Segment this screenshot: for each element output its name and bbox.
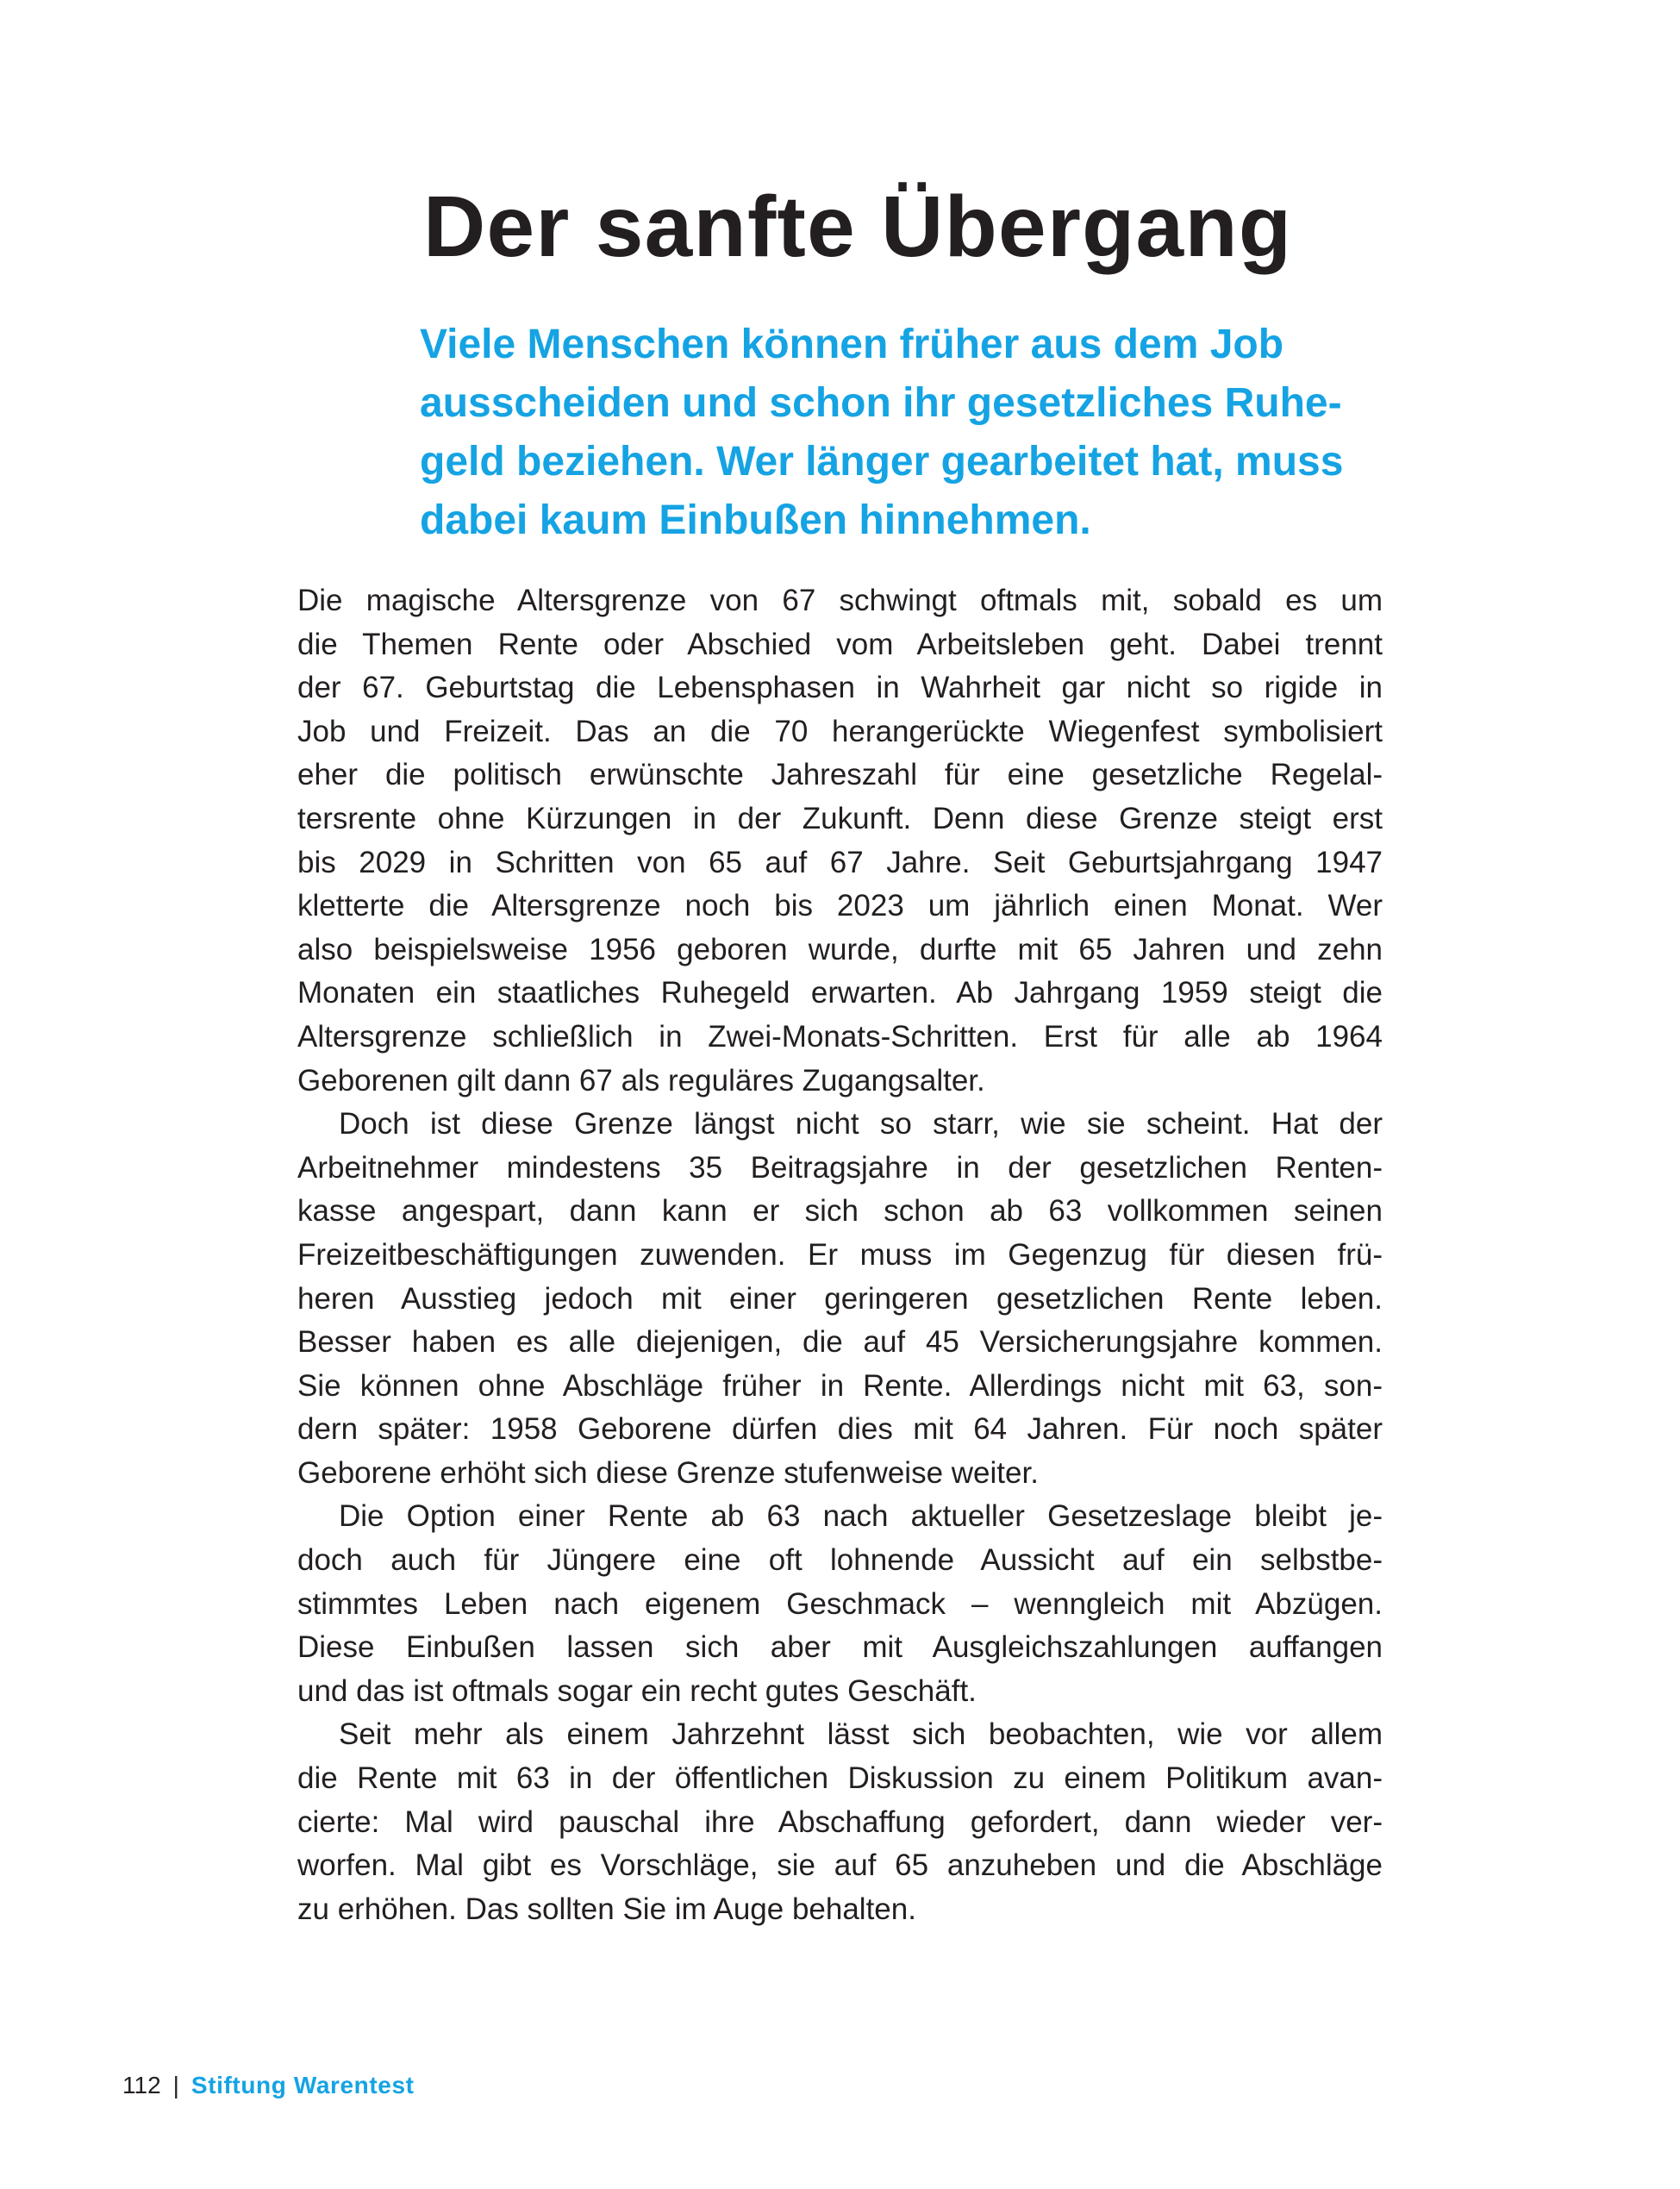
text-line: und das ist oftmals sogar ein recht gutes Geschäft.	[297, 1673, 977, 1708]
text-line: heren Ausstieg jedoch mit einer geringeren gesetzlichen Rente leben.	[297, 1281, 1383, 1316]
body-paragraph-2	[297, 1103, 1383, 1495]
body-paragraph-3	[297, 1495, 1383, 1713]
lead-paragraph	[420, 316, 1402, 550]
text-line: Geborenen gilt dann 67 als reguläres Zugangsalter.	[297, 1063, 985, 1098]
lead-line: ausscheiden und schon ihr gesetzliches Ruhe-	[420, 380, 1342, 426]
page-number: 112	[122, 2072, 161, 2098]
text-line: Geborene erhöht sich diese Grenze stufenweise weiter.	[297, 1455, 1039, 1490]
lead-line: dabei kaum Einbußen hinnehmen.	[420, 497, 1091, 543]
text-line: Monaten ein staatliches Ruhegeld erwarten. Ab Jahrgang 1959 steigt die	[297, 976, 1383, 1010]
text-line: die Rente mit 63 in der öffentlichen Diskussion zu einem Politikum avan-	[297, 1761, 1383, 1796]
chapter-title: Der sanfte Übergang	[423, 178, 1293, 275]
text-line: also beispielsweise 1956 geboren wurde, durfte mit 65 Jahren und zehn	[297, 932, 1383, 966]
text-line: Die magische Altersgrenze von 67 schwingt oftmals mit, sobald es um	[297, 584, 1383, 617]
text-line: stimmtes Leben nach eigenem Geschmack – wenngleich mit Abzügen.	[297, 1586, 1383, 1621]
text-line: Doch ist diese Grenze längst nicht so starr, wie sie scheint. Hat der	[339, 1107, 1383, 1141]
text-line: Sie können ohne Abschläge früher in Rente. Allerdings nicht mit 63, son-	[297, 1368, 1383, 1403]
text-line: worfen. Mal gibt es Vorschläge, sie auf 65 anzuheben und die Abschläge	[297, 1848, 1383, 1883]
text-line: kasse angespart, dann kann er sich schon ab 63 vollkommen seinen	[297, 1194, 1383, 1229]
body-paragraph-4	[297, 1713, 1383, 1931]
text-line: der 67. Geburtstag die Lebensphasen in Wahrheit gar nicht so rigide in	[297, 671, 1383, 705]
text-line: eher die politisch erwünschte Jahreszahl für eine gesetzliche Regelal-	[297, 758, 1383, 792]
text-line: Altersgrenze schließlich in Zwei-Monats-Schritten. Erst für alle ab 1964	[297, 1019, 1383, 1054]
text-line: Job und Freizeit. Das an die 70 herangerückte Wiegenfest symbolisiert	[297, 714, 1383, 748]
footer-separator: |	[172, 2072, 179, 2098]
text-line: Besser haben es alle diejenigen, die auf 45 Versicherungsjahre kommen.	[297, 1325, 1383, 1360]
text-line: dern später: 1958 Geborene dürfen dies mit 64 Jahren. Für noch später	[297, 1412, 1383, 1447]
lead-line: Viele Menschen können früher aus dem Job	[420, 322, 1284, 367]
publisher-name: Stiftung Warentest	[190, 2072, 415, 2098]
body-text	[297, 579, 1383, 1931]
text-line: doch auch für Jüngere eine oft lohnende Aussicht auf ein selbstbe-	[297, 1543, 1383, 1578]
text-line: Freizeitbeschäftigungen zuwenden. Er muss im Gegenzug für diesen frü-	[297, 1237, 1383, 1272]
body-paragraph-1	[297, 579, 1383, 1103]
text-line: Diese Einbußen lassen sich aber mit Ausgleichszahlungen auffangen	[297, 1630, 1383, 1665]
text-line: die Themen Rente oder Abschied vom Arbeitsleben geht. Dabei trennt	[297, 627, 1383, 661]
text-line: kletterte die Altersgrenze noch bis 2023 um jährlich einen Monat. Wer	[297, 889, 1383, 923]
lead-line: geld beziehen. Wer länger gearbeitet hat, muss	[420, 439, 1344, 485]
text-line: Seit mehr als einem Jahrzehnt lässt sich beobachten, wie vor allem	[339, 1717, 1383, 1752]
text-line: bis 2029 in Schritten von 65 auf 67 Jahre. Seit Geburtsjahrgang 1947	[297, 845, 1383, 879]
text-line: zu erhöhen. Das sollten Sie im Auge behalten.	[297, 1892, 916, 1926]
page-footer	[122, 2071, 415, 2100]
text-line: Arbeitnehmer mindestens 35 Beitragsjahre in der gesetzlichen Renten-	[297, 1150, 1383, 1185]
text-line: tersrente ohne Kürzungen in der Zukunft. Denn diese Grenze steigt erst	[297, 801, 1383, 835]
text-line: Die Option einer Rente ab 63 nach aktueller Gesetzeslage bleibt je-	[339, 1499, 1383, 1534]
text-line: cierte: Mal wird pauschal ihre Abschaffung gefordert, dann wieder ver-	[297, 1804, 1383, 1839]
